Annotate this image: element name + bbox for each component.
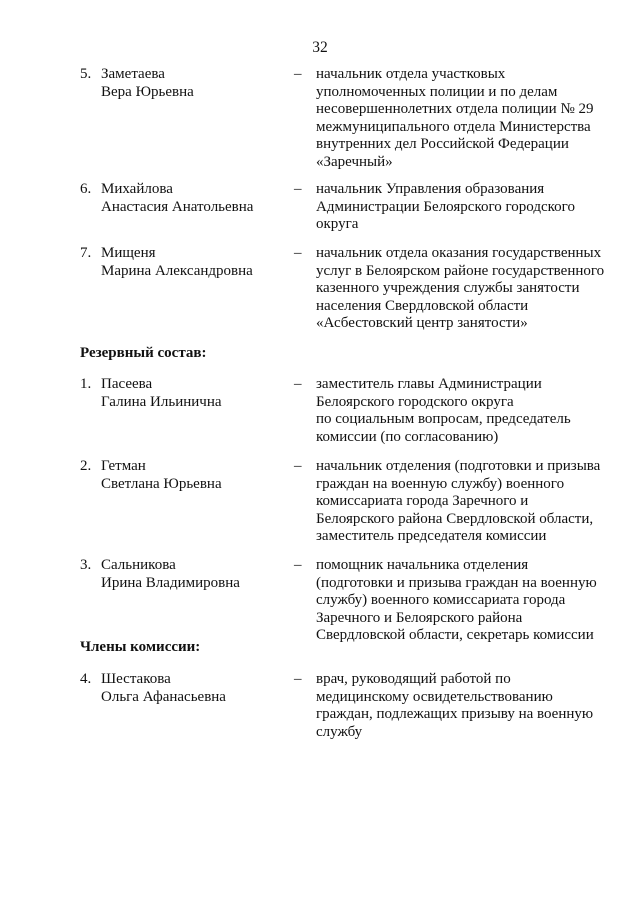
role-line: Белоярского района Свердловской области, xyxy=(316,510,594,527)
role-line: службу) военного комиссариата города xyxy=(316,592,566,608)
member-given-names: Анастасия Анатольевна xyxy=(101,198,254,215)
member-given-names: Ольга Афанасьевна xyxy=(101,688,226,705)
member-role xyxy=(316,376,616,446)
dash-separator: – xyxy=(294,66,302,82)
member-number: 2. xyxy=(80,458,92,474)
role-line: комиссариата города Заречного и xyxy=(316,493,529,509)
role-line: заместитель председателя комиссии xyxy=(316,528,547,544)
role-line: округа xyxy=(316,216,359,232)
dash-separator: – xyxy=(294,376,302,392)
member-role xyxy=(316,458,616,546)
role-line: врач, руководящий работой по xyxy=(316,671,511,687)
role-line: казенного учреждения службы занятости xyxy=(316,280,580,296)
dash-separator: – xyxy=(294,181,302,197)
page-number: 32 xyxy=(312,39,328,56)
role-line: граждан на военную службу) военного xyxy=(316,475,565,492)
member-number: 6. xyxy=(80,181,92,197)
role-line: несовершеннолетних отдела полиции № 29 xyxy=(316,101,594,117)
commission-members-heading: Члены комиссии: xyxy=(80,639,201,655)
member-surname: Шестакова xyxy=(101,671,171,687)
member-role xyxy=(316,181,616,234)
member-surname: Заметаева xyxy=(101,66,165,82)
member-given-names: Светлана Юрьевна xyxy=(101,475,222,492)
role-line: Белоярского городского округа xyxy=(316,393,514,410)
dash-separator: – xyxy=(294,458,302,474)
role-line: начальник отдела оказания государственных xyxy=(316,245,602,261)
role-line: начальник отдела участковых xyxy=(316,66,506,82)
member-name xyxy=(101,458,286,493)
member-role xyxy=(316,245,616,333)
member-name xyxy=(101,376,286,411)
role-line: Администрации Белоярского городского xyxy=(316,198,575,215)
member-role xyxy=(316,671,616,741)
role-line: Заречного и Белоярского района xyxy=(316,609,523,626)
member-surname: Сальникова xyxy=(101,557,176,573)
member-given-names: Ирина Владимировна xyxy=(101,574,240,591)
role-line: Свердловской области, секретарь комиссии xyxy=(316,627,594,643)
dash-separator: – xyxy=(294,671,302,687)
member-surname: Мищеня xyxy=(101,245,156,261)
role-line: заместитель главы Администрации xyxy=(316,376,542,392)
role-line: межмуниципального отдела Министерства xyxy=(316,118,591,135)
dash-separator: – xyxy=(294,557,302,573)
role-line: уполномоченных полиции и по делам xyxy=(316,83,558,100)
member-number: 4. xyxy=(80,671,92,687)
role-line: начальник отделения (подготовки и призыва xyxy=(316,458,601,474)
reserve-heading: Резервный состав: xyxy=(80,345,207,361)
member-name xyxy=(101,557,286,592)
member-name xyxy=(101,671,286,706)
role-line: «Асбестовский центр занятости» xyxy=(316,315,528,331)
role-line: медицинскому освидетельствованию xyxy=(316,688,553,705)
member-given-names: Марина Александровна xyxy=(101,262,253,279)
member-number: 1. xyxy=(80,376,92,392)
dash-separator: – xyxy=(294,245,302,261)
member-role xyxy=(316,66,616,171)
role-line: начальник Управления образования xyxy=(316,181,545,197)
role-line: «Заречный» xyxy=(316,153,393,170)
role-line: услуг в Белоярском районе государственного xyxy=(316,262,605,279)
member-role xyxy=(316,557,616,645)
member-number: 5. xyxy=(80,66,92,82)
member-surname: Пасеева xyxy=(101,376,153,392)
role-line: внутренних дел Российской Федерации xyxy=(316,136,569,152)
role-line: по социальным вопросам, председатель xyxy=(316,411,571,427)
member-surname: Гетман xyxy=(101,458,146,474)
role-line: граждан, подлежащих призыву на военную xyxy=(316,706,594,722)
role-line: помощник начальника отделения xyxy=(316,557,529,573)
role-line: (подготовки и призыва граждан на военную xyxy=(316,574,597,591)
role-line: комиссии (по согласованию) xyxy=(316,428,499,445)
role-line: населения Свердловской области xyxy=(316,297,529,314)
member-given-names: Вера Юрьевна xyxy=(101,83,194,100)
member-surname: Михайлова xyxy=(101,181,173,197)
member-number: 7. xyxy=(80,245,92,261)
member-name xyxy=(101,245,286,280)
role-line: службу xyxy=(316,723,363,740)
member-name xyxy=(101,181,286,216)
member-number: 3. xyxy=(80,557,92,573)
member-given-names: Галина Ильинична xyxy=(101,393,222,410)
member-name xyxy=(101,66,286,101)
